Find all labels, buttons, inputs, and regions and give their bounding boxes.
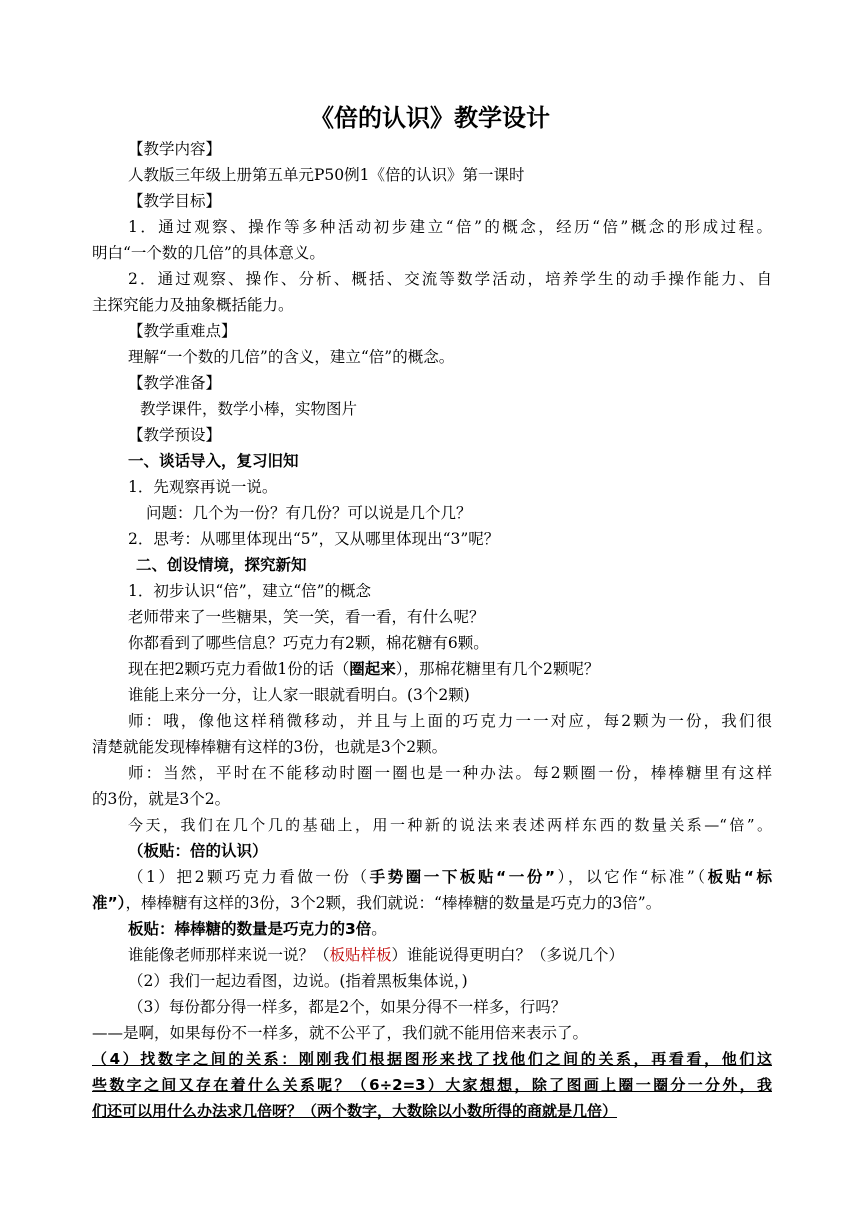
text-run: ），以它作“标准”（	[555, 868, 708, 886]
paragraph: 谁能上来分一分，让人家一眼就看明白。(3个2颗)	[128, 686, 470, 704]
paragraph: 2．思考：从哪里体现出“5”，又从哪里体现出“3”呢？	[128, 530, 500, 548]
paragraph: 清楚就能发现棒棒糖有这样的3份，也就是3个2颗。	[92, 738, 448, 756]
paragraph: 明白“一个数的几倍”的具体意义。	[92, 244, 325, 262]
paragraph	[128, 867, 772, 887]
section-heading: 【教学重难点】	[128, 322, 237, 340]
paragraph: 你都看到了哪些信息？巧克力有2颗，棉花糖有6颗。	[128, 634, 489, 652]
page-title: 《倍的认识》教学设计	[310, 104, 550, 132]
part-heading: 二、创设情境，探究新知	[136, 556, 307, 574]
paragraph: 的3份，就是3个2。	[92, 790, 231, 808]
part-heading: 一、谈话导入，复习旧知	[128, 452, 299, 470]
bold-run: 圈起来	[349, 660, 396, 678]
paragraph: 师：当然，平时在不能移动时圈一圈也是一种办法。每2颗圈一份，棒棒糖里有这样	[128, 764, 772, 782]
section-heading: 【教学目标】	[128, 192, 222, 210]
bold-run: 准”）	[92, 894, 126, 912]
paragraph	[128, 919, 387, 939]
board-note: （板贴：倍的认识）	[128, 842, 268, 860]
paragraph: 人教版三年级上册第五单元P50例1《倍的认识》第一课时	[128, 166, 525, 184]
emphasis-paragraph: 些数字之间又存在着什么关系呢？（6÷2=3）大家想想，除了图画上圈一圈分一分外，我	[92, 1076, 772, 1094]
text-run: （1）把2颗巧克力看做一份（	[128, 868, 370, 886]
paragraph: 1．通过观察、操作等多种活动初步建立“倍”的概念，经历“倍”概念的形成过程。	[128, 218, 772, 236]
paragraph: 问题：几个为一份？有几份？可以说是几个几？	[146, 504, 472, 522]
paragraph: 师：哦，像他这样稍微移动，并且与上面的巧克力一一对应，每2颗为一份，我们很	[128, 712, 772, 730]
paragraph: ——是啊，如果每份不一样多，就不公平了，我们就不能用倍来表示了。	[92, 1024, 589, 1042]
section-heading: 【教学内容】	[128, 140, 222, 158]
text-run: ，棒棒糖有这样的3份，3个2颗，我们就说：“棒棒糖的数量是巧克力的3倍”。	[125, 894, 662, 912]
paragraph: 主探究能力及抽象概括能力。	[92, 296, 294, 314]
section-heading: 【教学预设】	[128, 426, 222, 444]
paragraph: 2．通过观察、操作、分析、概括、交流等数学活动，培养学生的动手操作能力、自	[128, 270, 772, 288]
paragraph	[92, 893, 661, 913]
paragraph: 教学课件，数学小棒，实物图片	[140, 400, 358, 418]
paragraph: 今天，我们在几个几的基础上，用一种新的说法来表述两样东西的数量关系—“倍”。	[128, 816, 772, 834]
bold-run: 手势圈一下板贴“一份”	[369, 868, 556, 886]
paragraph	[128, 945, 624, 965]
paragraph: 老师带来了一些糖果，笑一笑，看一看，有什么呢？	[128, 608, 485, 626]
paragraph: （2）我们一起边看图，边说。(指着黑板集体说，)	[128, 972, 468, 990]
text-run: 谁能像老师那样来说一说？（	[128, 946, 330, 964]
text-run: ）谁能说得更明白？（多说几个）	[391, 946, 625, 964]
paragraph: 1．初步认识“倍”，建立“倍”的概念	[128, 582, 372, 600]
text-run: ），那棉花糖里有几个2颗呢？	[395, 660, 600, 678]
paragraph	[128, 659, 599, 679]
paragraph: 理解“一个数的几倍”的含义，建立“倍”的概念。	[128, 348, 455, 366]
paragraph: 1．先观察再说一说。	[128, 478, 278, 496]
text-run: 。	[371, 920, 387, 938]
emphasis-paragraph: 们还可以用什么办法求几倍呀？（两个数字，大数除以小数所得的商就是几倍）	[92, 1102, 618, 1120]
red-run: 板贴样板	[329, 946, 392, 964]
section-heading: 【教学准备】	[128, 374, 222, 392]
bold-run: 板贴“标	[707, 868, 772, 886]
board-note: 板贴：棒棒糖的数量是巧克力的3倍	[128, 920, 372, 938]
emphasis-paragraph: （4）找数字之间的关系：刚刚我们根据图形来找了找他们之间的关系，再看看，他们这	[92, 1050, 772, 1068]
paragraph: （3）每份都分得一样多，都是2个，如果分得不一样多，行吗？	[128, 998, 567, 1016]
text-run: 现在把2颗巧克力看做1份的话（	[128, 660, 350, 678]
